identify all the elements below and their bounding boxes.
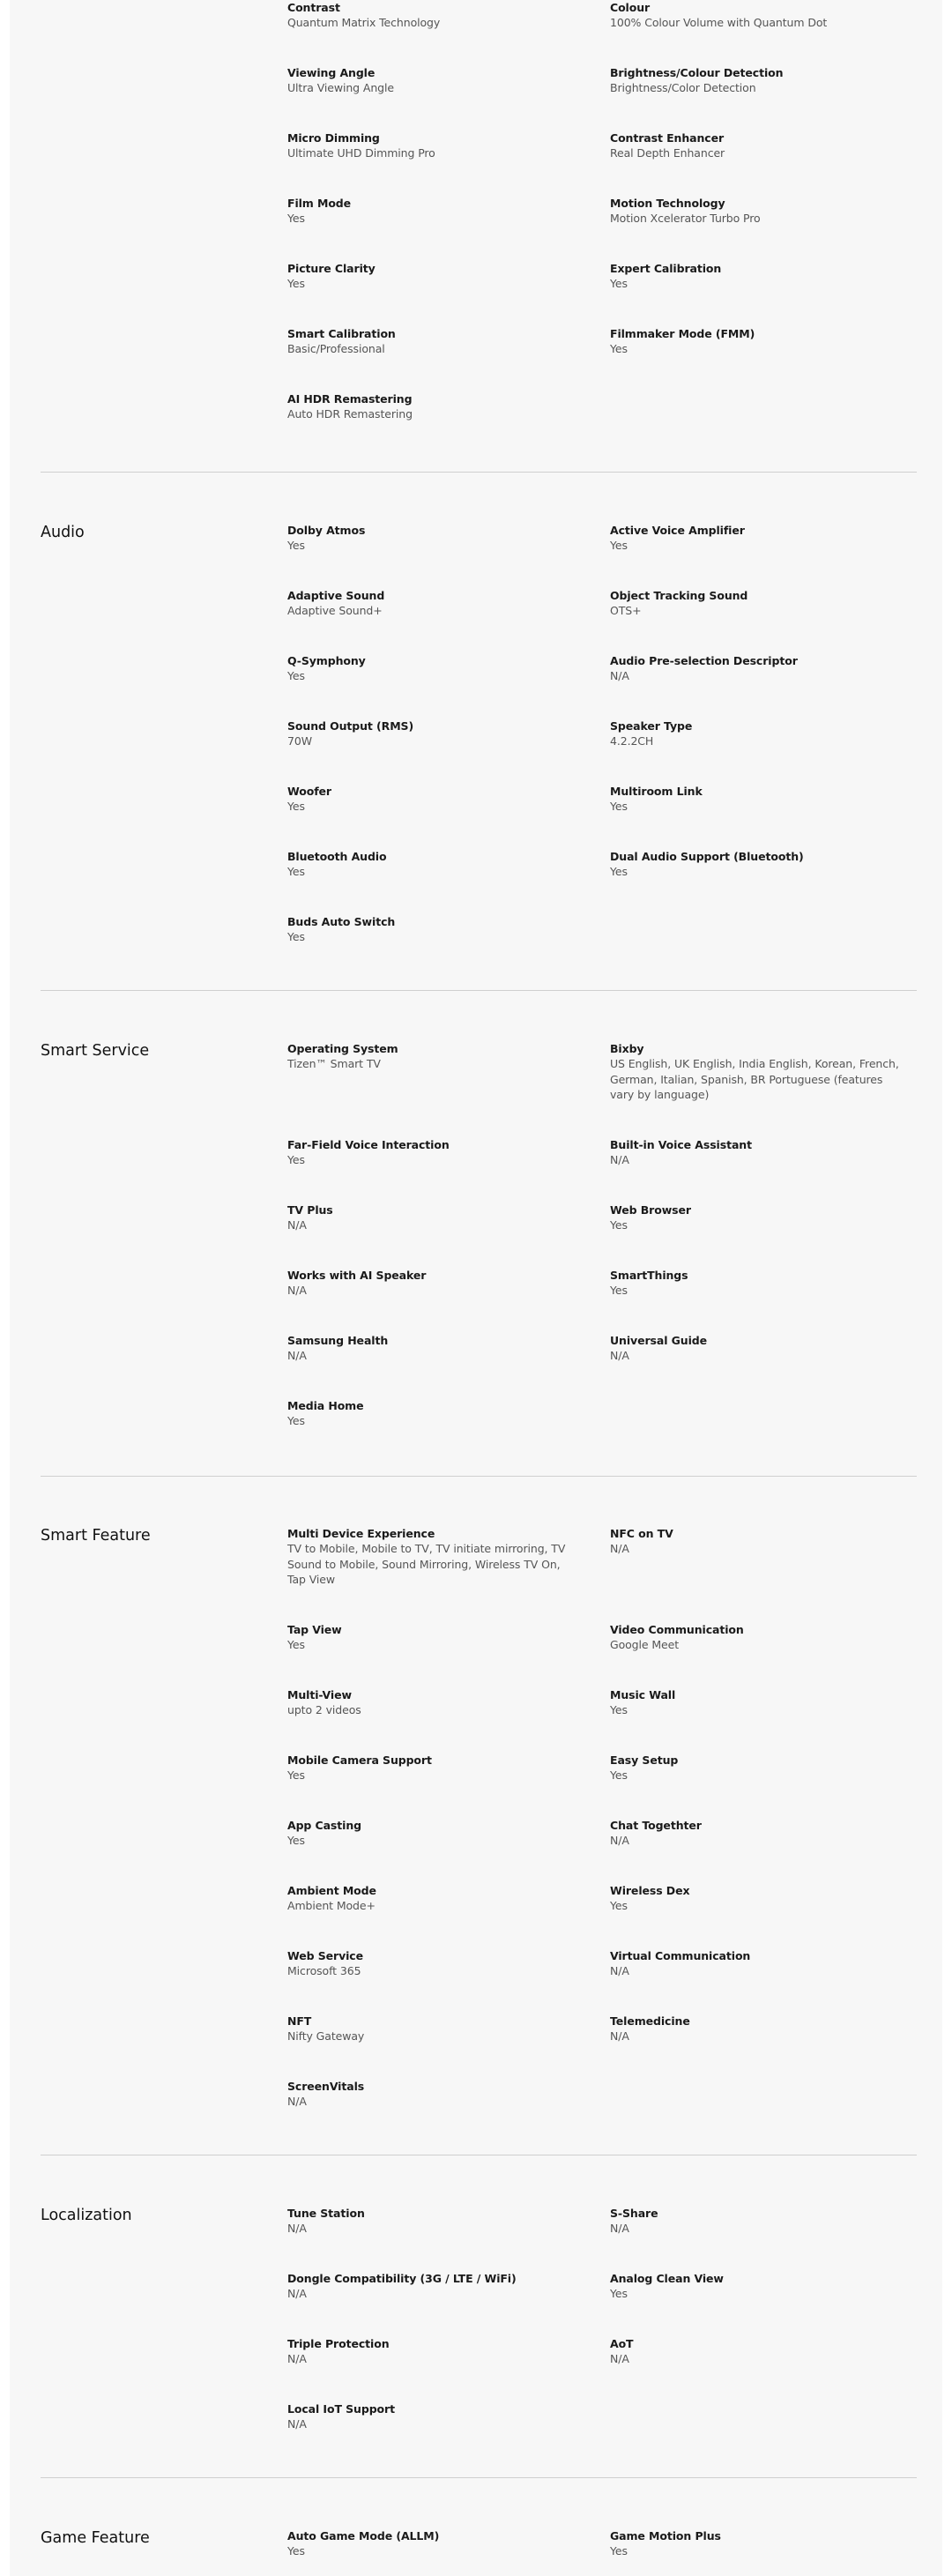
spec-value: Brightness/Color Detection <box>610 81 756 94</box>
spec-value: Yes <box>610 277 628 290</box>
spec-item <box>287 2336 587 2367</box>
section-title-localization: Localization <box>41 2207 132 2224</box>
spec-label: Works with AI Speaker <box>287 1269 427 1282</box>
spec-item <box>610 1687 917 1718</box>
spec-label: Bixby <box>610 1042 644 1055</box>
spec-label: Filmmaker Mode (FMM) <box>610 327 755 340</box>
spec-value: 4.2.2CH <box>610 734 654 748</box>
spec-item <box>610 653 917 684</box>
spec-item <box>287 1268 587 1299</box>
spec-item <box>287 391 587 422</box>
spec-label: Viewing Angle <box>287 66 376 79</box>
spec-label: App Casting <box>287 1819 361 1832</box>
spec-item <box>610 1041 917 1103</box>
spec-label: Easy Setup <box>610 1753 679 1767</box>
spec-value: Yes <box>610 1284 628 1297</box>
spec-label: Built-in Voice Assistant <box>610 1138 752 1151</box>
spec-value: Yes <box>610 865 628 878</box>
spec-value: Yes <box>287 800 305 813</box>
spec-item <box>287 2206 587 2237</box>
spec-item <box>287 1883 587 1914</box>
spec-item <box>287 1202 587 1233</box>
spec-value: Yes <box>610 1218 628 1232</box>
spec-label: Smart Calibration <box>287 327 396 340</box>
spec-label: Motion Technology <box>610 197 725 210</box>
spec-value: 70W <box>287 734 312 748</box>
spec-item <box>287 1818 587 1849</box>
spec-item <box>610 2336 917 2367</box>
spec-value: Yes <box>287 212 305 225</box>
spec-label: Dual Audio Support (Bluetooth) <box>610 850 804 863</box>
spec-value: Yes <box>287 1153 305 1166</box>
spec-item <box>610 130 917 161</box>
spec-value: US English, UK English, India English, Korean, French, German, Italian, Spanish, BR Portuguese (features vary by language) <box>610 1057 899 1101</box>
spec-item <box>610 1622 917 1653</box>
spec-item <box>610 65 917 96</box>
spec-item <box>287 914 587 945</box>
section-title-smart-feature: Smart Feature <box>41 1527 151 1545</box>
spec-value: N/A <box>610 669 629 682</box>
spec-label: Tune Station <box>287 2207 365 2220</box>
spec-item <box>287 1137 587 1168</box>
spec-value: Tizen™ Smart TV <box>287 1057 381 1070</box>
spec-label: Telemedicine <box>610 2014 690 2028</box>
spec-label: Film Mode <box>287 197 352 210</box>
spec-value: Yes <box>287 1638 305 1651</box>
spec-item <box>610 1883 917 1914</box>
spec-item <box>610 588 917 619</box>
spec-value: Nifty Gateway <box>287 2029 365 2043</box>
spec-label: Web Browser <box>610 1203 691 1217</box>
spec-item <box>287 65 587 96</box>
spec-label: Wireless Dex <box>610 1884 690 1897</box>
spec-item <box>610 2528 917 2559</box>
spec-label: Dolby Atmos <box>287 524 366 537</box>
spec-value: N/A <box>287 2352 307 2365</box>
spec-label: Contrast Enhancer <box>610 131 725 145</box>
spec-value: Yes <box>287 2544 305 2557</box>
spec-item <box>610 0 917 31</box>
spec-label: Chat Togethter <box>610 1819 702 1832</box>
spec-label: Q-Symphony <box>287 654 366 667</box>
spec-value: Yes <box>610 1768 628 1782</box>
spec-item <box>610 2014 917 2044</box>
spec-item <box>287 1948 587 1979</box>
spec-item <box>287 784 587 815</box>
spec-value: upto 2 videos <box>287 1703 361 1716</box>
spec-value: Ambient Mode+ <box>287 1899 376 1912</box>
spec-label: Picture Clarity <box>287 262 376 275</box>
spec-item <box>610 718 917 749</box>
spec-label: Colour <box>610 1 651 14</box>
spec-item <box>610 849 917 880</box>
section-divider <box>41 2477 917 2478</box>
spec-item <box>287 1753 587 1783</box>
spec-value: Adaptive Sound+ <box>287 604 383 617</box>
spec-value: N/A <box>610 1349 629 1362</box>
spec-label: Music Wall <box>610 1688 676 1701</box>
spec-value: N/A <box>287 1284 307 1297</box>
spec-item <box>610 326 917 357</box>
spec-item <box>287 0 587 31</box>
spec-value: Yes <box>287 930 305 943</box>
spec-value: Auto HDR Remastering <box>287 407 413 421</box>
spec-value: Yes <box>287 539 305 552</box>
spec-item <box>610 196 917 227</box>
section-title-audio: Audio <box>41 524 85 541</box>
spec-item <box>287 1333 587 1364</box>
spec-item <box>610 1753 917 1783</box>
spec-value: Ultra Viewing Angle <box>287 81 394 94</box>
spec-label: Video Communication <box>610 1623 744 1636</box>
section-title-game-feature: Game Feature <box>41 2529 150 2547</box>
spec-value: Yes <box>287 1834 305 1847</box>
spec-label: Expert Calibration <box>610 262 722 275</box>
spec-item <box>287 2528 587 2559</box>
spec-label: Game Motion Plus <box>610 2529 721 2542</box>
spec-label: Bluetooth Audio <box>287 850 387 863</box>
spec-item <box>287 1687 587 1718</box>
spec-label: Media Home <box>287 1399 364 1412</box>
spec-value: N/A <box>287 2095 307 2108</box>
spec-label: NFT <box>287 2014 312 2028</box>
spec-item <box>610 1137 917 1168</box>
spec-value: N/A <box>287 2287 307 2300</box>
spec-label: Ambient Mode <box>287 1884 376 1897</box>
spec-item <box>610 2206 917 2237</box>
spec-value: Yes <box>610 1899 628 1912</box>
spec-value: Yes <box>287 277 305 290</box>
spec-label: Virtual Communication <box>610 1949 751 1962</box>
spec-value: N/A <box>610 1964 629 1977</box>
spec-label: NFC on TV <box>610 1527 673 1540</box>
spec-value: N/A <box>610 2029 629 2043</box>
spec-item <box>610 1333 917 1364</box>
spec-item <box>287 588 587 619</box>
spec-label: Local IoT Support <box>287 2402 395 2416</box>
spec-value: Yes <box>610 539 628 552</box>
spec-label: Buds Auto Switch <box>287 915 396 928</box>
section-title-smart-service: Smart Service <box>41 1042 150 1060</box>
spec-item <box>610 1268 917 1299</box>
spec-label: Operating System <box>287 1042 398 1055</box>
spec-value: Yes <box>287 865 305 878</box>
spec-value: N/A <box>287 2417 307 2431</box>
specs-page <box>10 0 942 2576</box>
spec-label: Multiroom Link <box>610 785 703 798</box>
spec-item <box>287 130 587 161</box>
spec-value: Yes <box>610 2544 628 2557</box>
spec-value: OTS+ <box>610 604 642 617</box>
spec-value: Microsoft 365 <box>287 1964 361 1977</box>
spec-label: Audio Pre-selection Descriptor <box>610 654 798 667</box>
spec-item <box>287 523 587 554</box>
spec-item <box>610 1202 917 1233</box>
spec-label: Mobile Camera Support <box>287 1753 432 1767</box>
spec-label: AI HDR Remastering <box>287 392 413 406</box>
spec-value: Yes <box>287 1768 305 1782</box>
spec-item <box>287 1622 587 1653</box>
spec-label: Adaptive Sound <box>287 589 385 602</box>
section-divider <box>41 1476 917 1477</box>
spec-value: Real Depth Enhancer <box>610 146 725 160</box>
spec-value: N/A <box>610 2222 629 2235</box>
spec-item <box>610 784 917 815</box>
spec-label: Auto Game Mode (ALLM) <box>287 2529 440 2542</box>
spec-value: N/A <box>610 1834 629 1847</box>
spec-item <box>287 1398 587 1429</box>
spec-label: Universal Guide <box>610 1334 708 1347</box>
spec-value: Yes <box>610 800 628 813</box>
spec-label: Micro Dimming <box>287 131 380 145</box>
spec-label: Contrast <box>287 1 340 14</box>
spec-label: S-Share <box>610 2207 658 2220</box>
spec-label: Tap View <box>287 1623 342 1636</box>
spec-item <box>287 2401 587 2432</box>
spec-value: N/A <box>287 2222 307 2235</box>
spec-item <box>287 718 587 749</box>
spec-label: TV Plus <box>287 1203 333 1217</box>
spec-value: N/A <box>610 1153 629 1166</box>
spec-item <box>610 261 917 292</box>
spec-value: N/A <box>287 1218 307 1232</box>
spec-label: AoT <box>610 2337 634 2350</box>
spec-label: Web Service <box>287 1949 363 1962</box>
spec-label: ScreenVitals <box>287 2080 365 2093</box>
spec-value: N/A <box>610 2352 629 2365</box>
spec-item <box>610 1818 917 1849</box>
spec-value: Motion Xcelerator Turbo Pro <box>610 212 761 225</box>
spec-item <box>287 2271 587 2302</box>
spec-label: Triple Protection <box>287 2337 390 2350</box>
spec-item <box>287 261 587 292</box>
spec-value: Google Meet <box>610 1638 680 1651</box>
spec-value: Yes <box>287 669 305 682</box>
spec-label: Sound Output (RMS) <box>287 719 414 733</box>
spec-item <box>287 653 587 684</box>
spec-value: N/A <box>287 1349 307 1362</box>
section-divider <box>41 472 917 473</box>
spec-item <box>287 196 587 227</box>
spec-item <box>610 1526 917 1557</box>
spec-value: TV to Mobile, Mobile to TV, TV initiate mirroring, TV Sound to Mobile, Sound Mirroring, Wireless TV On, Tap View <box>287 1542 566 1586</box>
section-divider <box>41 990 917 991</box>
spec-value: Ultimate UHD Dimming Pro <box>287 146 435 160</box>
spec-label: Brightness/Colour Detection <box>610 66 784 79</box>
spec-item <box>287 2079 587 2110</box>
spec-value: Quantum Matrix Technology <box>287 16 441 29</box>
spec-label: SmartThings <box>610 1269 688 1282</box>
spec-label: Speaker Type <box>610 719 693 733</box>
spec-label: Far-Field Voice Interaction <box>287 1138 450 1151</box>
spec-value: 100% Colour Volume with Quantum Dot <box>610 16 828 29</box>
spec-item <box>610 523 917 554</box>
spec-value: Yes <box>610 342 628 355</box>
spec-value: N/A <box>610 1542 629 1555</box>
spec-value: Yes <box>610 1703 628 1716</box>
spec-label: Woofer <box>287 785 331 798</box>
spec-value: Basic/Professional <box>287 342 385 355</box>
spec-item <box>287 1041 587 1072</box>
spec-label: Active Voice Amplifier <box>610 524 745 537</box>
spec-item <box>287 2014 587 2044</box>
spec-label: Multi Device Experience <box>287 1527 435 1540</box>
spec-label: Analog Clean View <box>610 2272 724 2285</box>
spec-item <box>610 1948 917 1979</box>
spec-label: Multi-View <box>287 1688 352 1701</box>
spec-item <box>287 326 587 357</box>
spec-label: Dongle Compatibility (3G / LTE / WiFi) <box>287 2272 517 2285</box>
spec-item <box>287 849 587 880</box>
spec-value: Yes <box>287 1414 305 1427</box>
spec-item <box>287 1526 587 1588</box>
spec-label: Samsung Health <box>287 1334 389 1347</box>
spec-label: Object Tracking Sound <box>610 589 748 602</box>
spec-value: Yes <box>610 2287 628 2300</box>
spec-item <box>610 2271 917 2302</box>
